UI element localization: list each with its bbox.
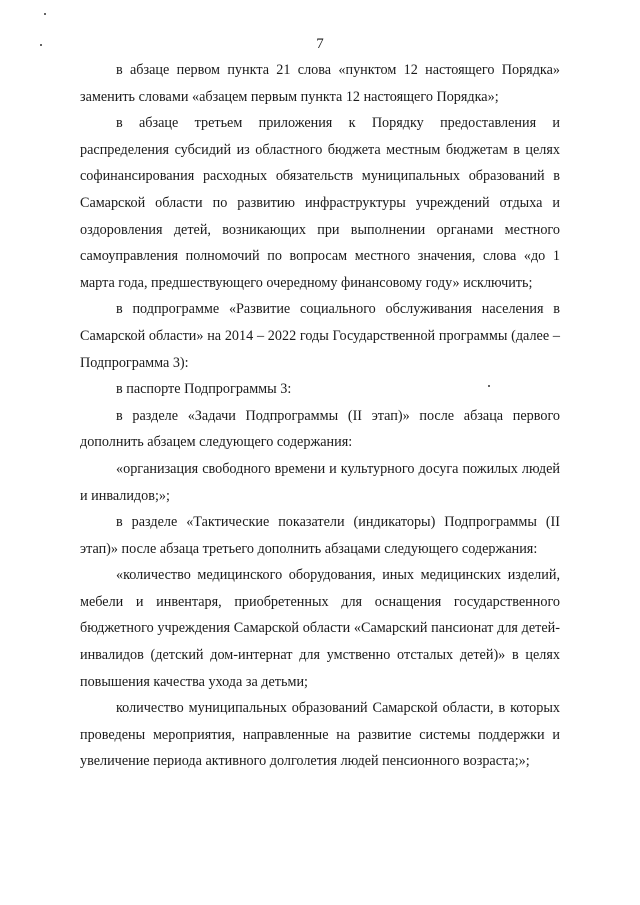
- paragraph-3: в подпрограмме «Развитие социального обслуживания населения в Самарской области» на 2014 – 2022 годы Государственной программы (далее – Подпрограмма 3):: [80, 301, 560, 371]
- paragraph-8: «количество медицинского оборудования, иных медицинских изделий, мебели и инвентаря, приобретенных для оснащения государственного бюджетного учреждения Самарской области «Самарский пансионат для детей-инвалидов (детский дом-интернат для умственно отсталых детей)» в целях повышения качества ухода за детьми;: [80, 567, 560, 690]
- paragraph-9: количество муниципальных образований Самарской области, в которых проведены мероприятия, направленные на развитие системы поддержки и увеличение периода активного долголетия людей пенсионного возраста;»;: [80, 700, 560, 770]
- paragraph-7: в разделе «Тактические показатели (индикаторы) Подпрограммы (II этап)» после абзаца третьего дополнить абзацами следующего содержания:: [80, 514, 560, 557]
- paragraph-4: в паспорте Подпрограммы 3:: [116, 381, 292, 398]
- document-body: [80, 57, 560, 775]
- paragraph-6: «организация свободного времени и культурного досуга пожилых людей и инвалидов;»;: [80, 460, 560, 504]
- paragraph-1: в абзаце первом пункта 21 слова «пунктом 12 настоящего Порядка» заменить словами «абзацем первым пункта 12 настоящего Порядка»;: [80, 62, 560, 105]
- paragraph-2: в абзаце третьем приложения к Порядку предоставления и распределения субсидий из областного бюджета местным бюджетам в целях софинансирования расходных обязательств муниципальных образований в Самарской области по развитию инфраструктуры учреждений отдыха и оздоровления детей, возникающих при выполнении органами местного самоуправления полномочий по вопросам местного значения, слова «до 1 марта года, предшествующего очередному финансовому году» исключить;: [80, 115, 560, 291]
- paragraph-5: в разделе «Задачи Подпрограммы (II этап)» после абзаца первого дополнить абзацем следующего содержания:: [80, 407, 560, 451]
- page-number: 7: [316, 36, 324, 52]
- scan-speck: [44, 13, 46, 15]
